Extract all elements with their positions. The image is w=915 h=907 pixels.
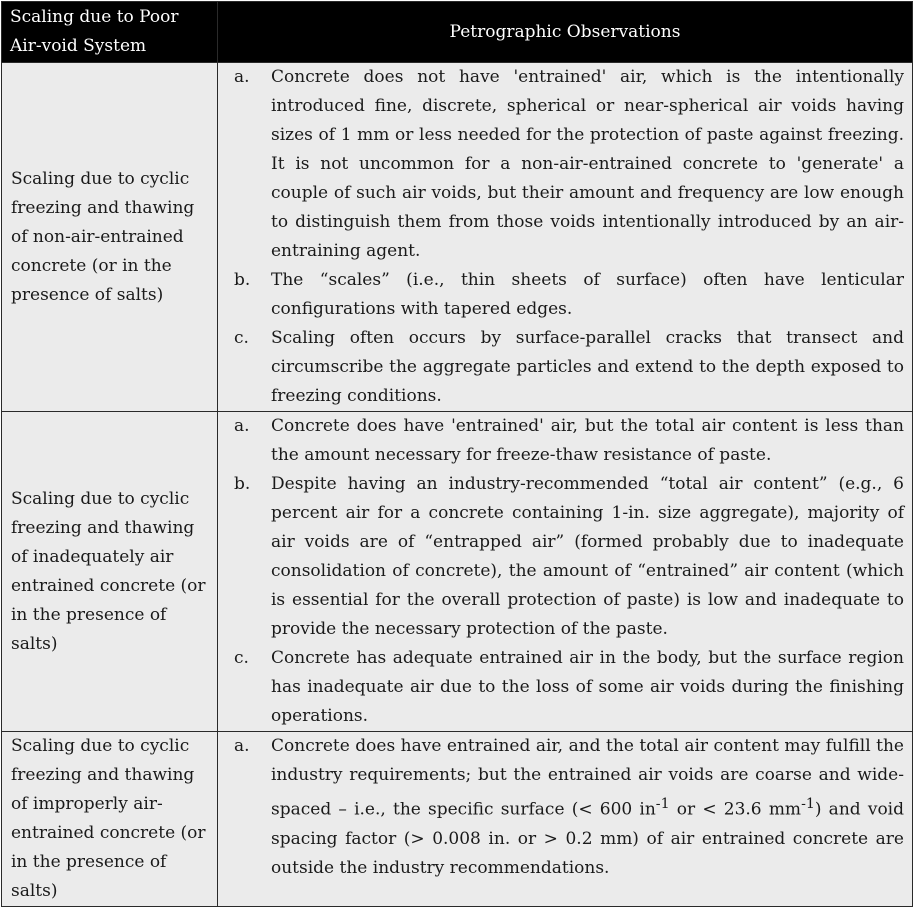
item-text: Concrete does not have 'entrained' air, which is the intentionally introduced fine, discrete, spherical or near-spherical air voids having sizes of 1 mm or less needed for the protection of paste against freezing. It is not uncommon for a non-air-entrained concrete to 'generate' a couple of such air voids, but their amount and frequency are low enough to distinguish them from those voids intentionally introduced by an air-entraining agent. bbox=[271, 67, 904, 261]
superscript: -1 bbox=[655, 796, 670, 812]
text-part: ) and void spacing factor (> 0.008 in. or > 0.2 mm) of air entrained concrete are outside the industry recommendations. bbox=[271, 799, 904, 878]
item-marker: a. bbox=[234, 67, 250, 87]
list-item bbox=[234, 412, 904, 470]
item-text: Despite having an industry-recommended “total air content” (e.g., 6 percent air for a concrete containing 1-in. size aggregate), majority of air voids are of “entrapped air” (formed probably due to inadequate consolidation of concrete), the amount of “entrained” air content (which is essential for the overall protection of paste) is low and inadequate to provide the necessary protection of the paste. bbox=[271, 474, 904, 639]
table-row bbox=[2, 63, 913, 412]
item-marker: a. bbox=[234, 416, 250, 436]
item-text: Concrete does have 'entrained' air, but the total air content is less than the amount necessary for freeze-thaw resistance of paste. bbox=[271, 416, 904, 465]
table-row bbox=[2, 732, 913, 907]
observations-cell bbox=[218, 63, 913, 412]
table-row bbox=[2, 412, 913, 732]
item-marker: b. bbox=[234, 474, 251, 494]
item-text: The “scales” (i.e., thin sheets of surface) often have lenticular configurations with tapered edges. bbox=[271, 270, 904, 319]
list-item bbox=[234, 470, 904, 644]
observations-table bbox=[1, 1, 913, 907]
item-text: Scaling often occurs by surface-parallel cracks that transect and circumscribe the aggregate particles and extend to the depth exposed to freezing conditions. bbox=[271, 328, 904, 406]
header-petrographic-observations: Petrographic Observations bbox=[218, 2, 913, 63]
item-marker: c. bbox=[234, 328, 249, 348]
item-marker: a. bbox=[234, 736, 250, 756]
observations-cell bbox=[218, 732, 913, 907]
scaling-category-cell: Scaling due to cyclic freezing and thawing of non-air-entrained concrete (or in the presence of salts) bbox=[2, 63, 218, 412]
observation-list bbox=[234, 732, 904, 883]
list-item bbox=[234, 644, 904, 731]
scaling-category-cell: Scaling due to cyclic freezing and thawing of improperly air-entrained concrete (or in the presence of salts) bbox=[2, 732, 218, 907]
observations-cell bbox=[218, 412, 913, 732]
observation-list bbox=[234, 412, 904, 731]
list-item bbox=[234, 266, 904, 324]
header-row bbox=[2, 2, 913, 63]
item-marker: b. bbox=[234, 270, 251, 290]
item-text: Concrete has adequate entrained air in the body, but the surface region has inadequate air due to the loss of some air voids during the finishing operations. bbox=[271, 648, 904, 726]
item-marker: c. bbox=[234, 648, 249, 668]
item-text bbox=[271, 732, 904, 883]
observation-list bbox=[234, 63, 904, 411]
list-item bbox=[234, 63, 904, 266]
list-item bbox=[234, 324, 904, 411]
text-part: Concrete does have entrained air, and the total air content may fulfill the industry requirements; but the entrained air voids are coarse and wide-spaced – i.e., the specific surface (< 600 in bbox=[271, 736, 904, 820]
header-scaling-type: Scaling due to Poor Air-void System bbox=[2, 2, 218, 63]
superscript: -1 bbox=[801, 796, 815, 812]
scaling-category-cell: Scaling due to cyclic freezing and thawing of inadequately air entrained concrete (or in the presence of salts) bbox=[2, 412, 218, 732]
list-item bbox=[234, 732, 904, 883]
text-part: or < 23.6 mm bbox=[669, 799, 802, 820]
